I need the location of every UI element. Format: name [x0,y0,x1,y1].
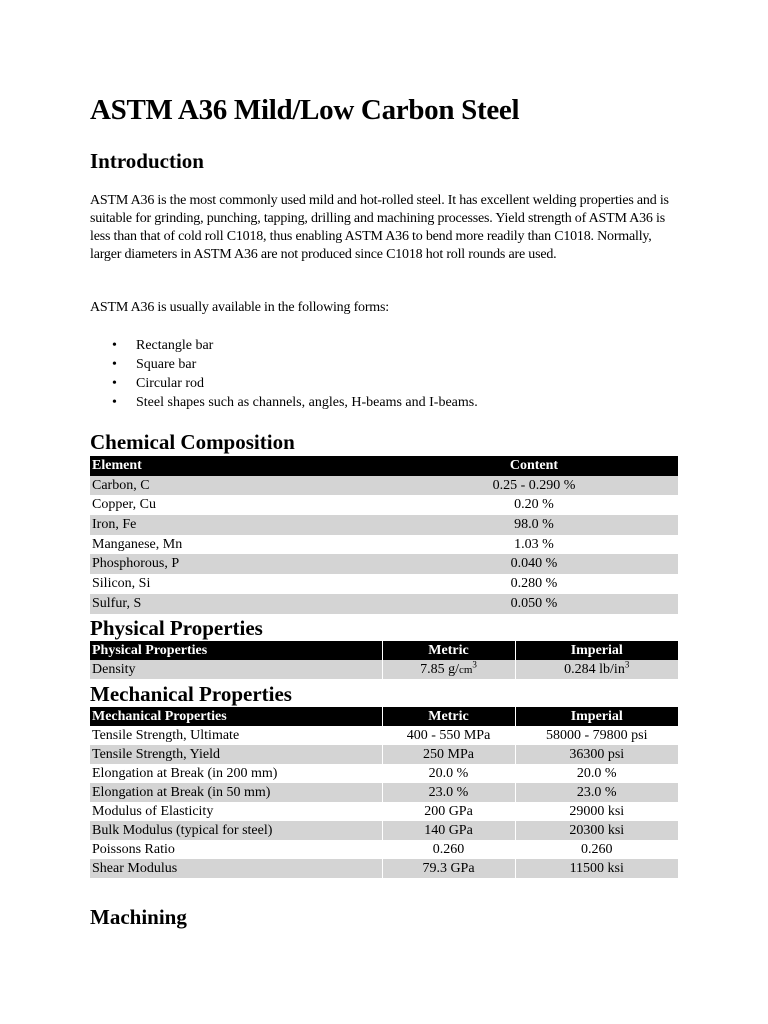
imperial-cell: 29000 ksi [569,803,625,819]
table-row [90,535,678,555]
metric-cell: 79.3 GPa [382,859,515,878]
table-row [90,840,678,859]
content-cell: 0.040 % [390,554,678,574]
imperial-cell: 11500 ksi [515,859,678,878]
column-header-property: Mechanical Properties [90,707,382,726]
property-cell: Modulus of Elasticity [90,802,382,821]
metric-cell [382,660,515,679]
property-cell: Elongation at Break (in 50 mm) [90,783,382,802]
property-cell: Bulk Modulus (typical for steel) [90,821,382,840]
metric-cell: 20.0 % [382,764,515,783]
metric-cell: 0.260 [382,840,515,859]
machining-heading: Machining [90,905,187,929]
metric-exponent: 3 [472,658,477,669]
element-cell: Manganese, Mn [92,536,183,552]
column-header-metric: Metric [382,641,515,660]
content-cell: 1.03 % [514,536,554,552]
chemical-composition-table [90,456,678,614]
chemical-composition-heading: Chemical Composition [90,430,295,454]
table-row [90,574,678,594]
list-item: • Steel shapes such as channels, angles, H-beams and I-beams. [90,393,478,412]
content-cell: 0.280 % [510,575,558,591]
mechanical-properties-table [90,707,678,878]
imperial-exponent: 3 [624,658,630,669]
physical-properties-heading: Physical Properties [90,616,263,640]
property-cell: Density [90,660,382,679]
metric-cell: 200 GPa [382,802,515,821]
table-row [90,859,678,878]
list-item: • Square bar [90,355,478,374]
table-row [90,476,678,496]
table-row [90,554,678,574]
table-row [90,515,678,535]
column-header-content: Content [390,456,678,476]
table-row [90,726,678,745]
imperial-cell: 58000 - 79800 psi [546,727,648,743]
property-cell: Tensile Strength, Ultimate [90,726,382,745]
metric-unit: cm [458,663,473,676]
table-row [90,764,678,783]
column-header-property: Physical Properties [90,641,382,660]
list-item: • Rectangle bar [90,336,478,355]
element-cell: Copper, Cu [92,497,156,513]
metric-value: 7.85 g/ [420,661,459,677]
content-cell: 0.20 % [514,497,554,513]
imperial-value: 0.284 lb/in [564,661,625,677]
element-cell: Carbon, C [90,476,390,496]
table-row [90,660,678,679]
forms-list [90,336,478,412]
column-header-element: Element [90,456,390,476]
introduction-heading: Introduction [90,149,204,173]
element-cell: Phosphorous, P [90,554,390,574]
table-row [90,495,678,515]
introduction-paragraph: ASTM A36 is the most commonly used mild and hot-rolled steel. It has excellent welding properties and is suitable for grinding, punching, tapping, drilling and machining processes. Yield strength of ASTM A36 is less than that of cold roll C1018, thus enabling ASTM A36 to bend more readily than C1018. Normally, larger diameters in ASTM A36 are not produced since C1018 hot roll rounds are used. [90,193,669,262]
imperial-cell [515,660,678,679]
property-cell: Poissons Ratio [90,840,382,859]
imperial-cell: 36300 psi [515,745,678,764]
table-header-row [90,707,678,726]
imperial-cell: 0.260 [581,841,613,857]
element-cell: Iron, Fe [90,515,390,535]
physical-properties-table [90,641,678,679]
property-cell: Tensile Strength, Yield [90,745,382,764]
metric-cell: 400 - 550 MPa [382,726,515,745]
table-row [90,745,678,764]
imperial-cell: 20.0 % [576,765,617,781]
column-header-metric: Metric [382,707,515,726]
table-row [90,594,678,614]
property-cell: Shear Modulus [90,859,382,878]
imperial-cell: 20300 ksi [515,821,678,840]
column-header-imperial: Imperial [515,641,678,660]
content-cell: 0.25 - 0.290 % [390,476,678,496]
document-title: ASTM A36 Mild/Low Carbon Steel [90,94,520,126]
element-cell: Sulfur, S [90,594,390,614]
content-cell: 98.0 % [390,515,678,535]
imperial-cell: 23.0 % [515,783,678,802]
column-header-imperial: Imperial [515,707,678,726]
table-row [90,802,678,821]
metric-cell: 250 MPa [382,745,515,764]
metric-cell: 140 GPa [382,821,515,840]
content-cell: 0.050 % [390,594,678,614]
forms-intro-text: ASTM A36 is usually available in the following forms: [90,300,389,315]
property-cell: Elongation at Break (in 200 mm) [90,764,382,783]
table-row [90,821,678,840]
mechanical-properties-heading: Mechanical Properties [90,682,292,706]
list-item: • Circular rod [90,374,478,393]
element-cell: Silicon, Si [92,575,151,591]
table-header-row [90,641,678,660]
metric-cell: 23.0 % [382,783,515,802]
table-row [90,783,678,802]
table-header-row [90,456,678,476]
